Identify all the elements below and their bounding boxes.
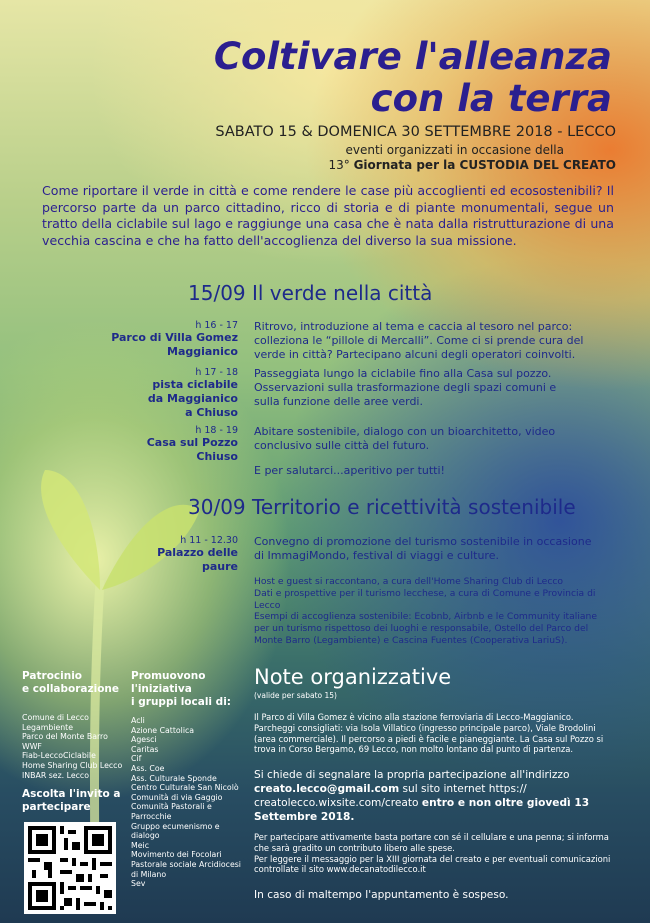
subtitle-line-1: eventi organizzati in occasione della — [345, 143, 564, 157]
event-time: h 17 - 18 — [195, 367, 238, 378]
invito-heading: Ascolta l'invito a partecipare — [22, 788, 121, 813]
notes-subheading: (valide per sabato 15) — [254, 691, 337, 700]
event-dates: SABATO 15 & DOMENICA 30 SETTEMBRE 2018 - LECCO — [215, 124, 616, 140]
patrocinio-heading: Patrocinio e collaborazione — [22, 670, 120, 695]
notes-heading: Note organizzative — [254, 665, 452, 689]
event-time: h 16 - 17 — [195, 320, 238, 331]
event-time: h 18 - 19 — [195, 425, 238, 436]
event-time: h 11 - 12.30 — [180, 535, 238, 546]
day1-heading: 15/09 Il verde nella città — [188, 281, 433, 305]
event-description: Passeggiata lungo la ciclabile fino alla Casa sul pozzo. Osservazioni sulla trasformazione degli spazi comuni e sulla funzione delle aree verdi. — [254, 367, 557, 408]
event-place: Parco di Villa Gomez Maggianico — [111, 331, 238, 358]
event-place: Palazzo delle paure — [157, 546, 238, 573]
notes-paragraph-4: In caso di maltempo l'appuntamento è sospeso. — [254, 889, 509, 901]
patrocinio-list: Comune di Lecco Legambiente Parco del Monte Barro WWF Fiab-LeccoCiclabile Home Sharing Club Lecco INBAR sez. Lecco — [22, 713, 123, 780]
event-place: pista ciclabile da Maggianico a Chiuso — [147, 378, 238, 419]
notes-paragraph-2: Si chiede di segnalare la propria partecipazione all'indirizzo creato.lecco@gmail.com sul sito internet https:// creatolecco.wixsite.com/creato entro e non oltre giovedì 13 Settembre 2018. — [254, 769, 590, 823]
title-line-2: con la terra — [370, 77, 612, 120]
subtitle-line-2: 13° Giornata per la CUSTODIA DEL CREATO — [328, 158, 616, 172]
event-description: Convegno di promozione del turismo sostenibile in occasione di ImmagiMondo, festival di viaggi e culture. — [254, 535, 592, 562]
notes-paragraph-1: Il Parco di Villa Gomez è vicino alla stazione ferroviaria di Lecco-Maggianico. Parcheggi consigliati: via Isola Villatico (ingresso principale parco), Viale Brodolini (area commerciale). Il percorso a piedi è facile e pianeggiante. La Casa sul Pozzo si trova in Corso Bergamo, 69 Lecco, non molto lontano dal punto di partenza. — [254, 712, 604, 755]
contact-email-link[interactable]: creato.lecco@gmail.com — [254, 783, 400, 795]
event-description: Abitare sostenibile, dialogo con un bioarchitetto, video conclusivo sulle città del futuro. — [254, 425, 556, 452]
intro-paragraph: Come riportare il verde in città e come rendere le case più accoglienti ed ecosostenibili? Il percorso parte da un parco cittadino, ricco di storia e di piante monumentali, segue un tratto della ciclabile sul lago e raggiunge una casa che è nata dalla ristrutturazione di una vecchia cascina e che ha fatto dell'accoglienza del diverso la sua missione. — [42, 183, 614, 248]
promuovono-list: Acli Azione Cattolica Agesci Caritas Cif Ass. Coe Ass. Culturale Sponde Centro Culturale San Nicolò Comunità di via Gaggio Comunità Pastorali e Parrocchie Gruppo ecumenismo e dialogo Meic Movimento dei Focolari Pastorale sociale Arcidiocesi di Milano Sev — [131, 716, 241, 889]
closing-note: E per salutarci...aperitivo per tutti! — [254, 464, 445, 477]
promuovono-heading: Promuovono l'iniziativa i gruppi locali di: — [131, 670, 232, 708]
qr-code-icon[interactable] — [24, 822, 116, 914]
event-place: Casa sul Pozzo Chiuso — [146, 436, 238, 463]
day2-heading: 30/09 Territorio e ricettività sostenibile — [188, 495, 576, 519]
event-details: Host e guest si raccontano, a cura dell'Home Sharing Club di Lecco Dati e prospettive per il turismo lecchese, a cura di Comune e Provincia di Lecco Esempi di accoglienza sostenibile: Ecobnb, Airbnb e le Community italiane per un turismo rispettoso dei luoghi e responsabile, Ostello del Parco del Monte Barro (Legambiente) e Cascina Fuentes (Cooperativa LariuS). — [254, 576, 597, 646]
title-line-1: Coltivare l'alleanza — [213, 35, 612, 78]
notes-paragraph-3: Per partecipare attivamente basta portare con sé il cellulare e una penna; si informa che sarà gradito un contributo libero alle spese. Per leggere il messaggio per la XIII giornata del creato e per eventuali comunicazioni controllate il sito www.decanatodilecco.it — [254, 832, 611, 875]
event-description: Ritrovo, introduzione al tema e caccia al tesoro nel parco: colleziona le “pillole di Mercalli”. Come ci si prende cura del verde in città? Partecipano alcuni degli operatori coinvolti. — [254, 320, 584, 361]
